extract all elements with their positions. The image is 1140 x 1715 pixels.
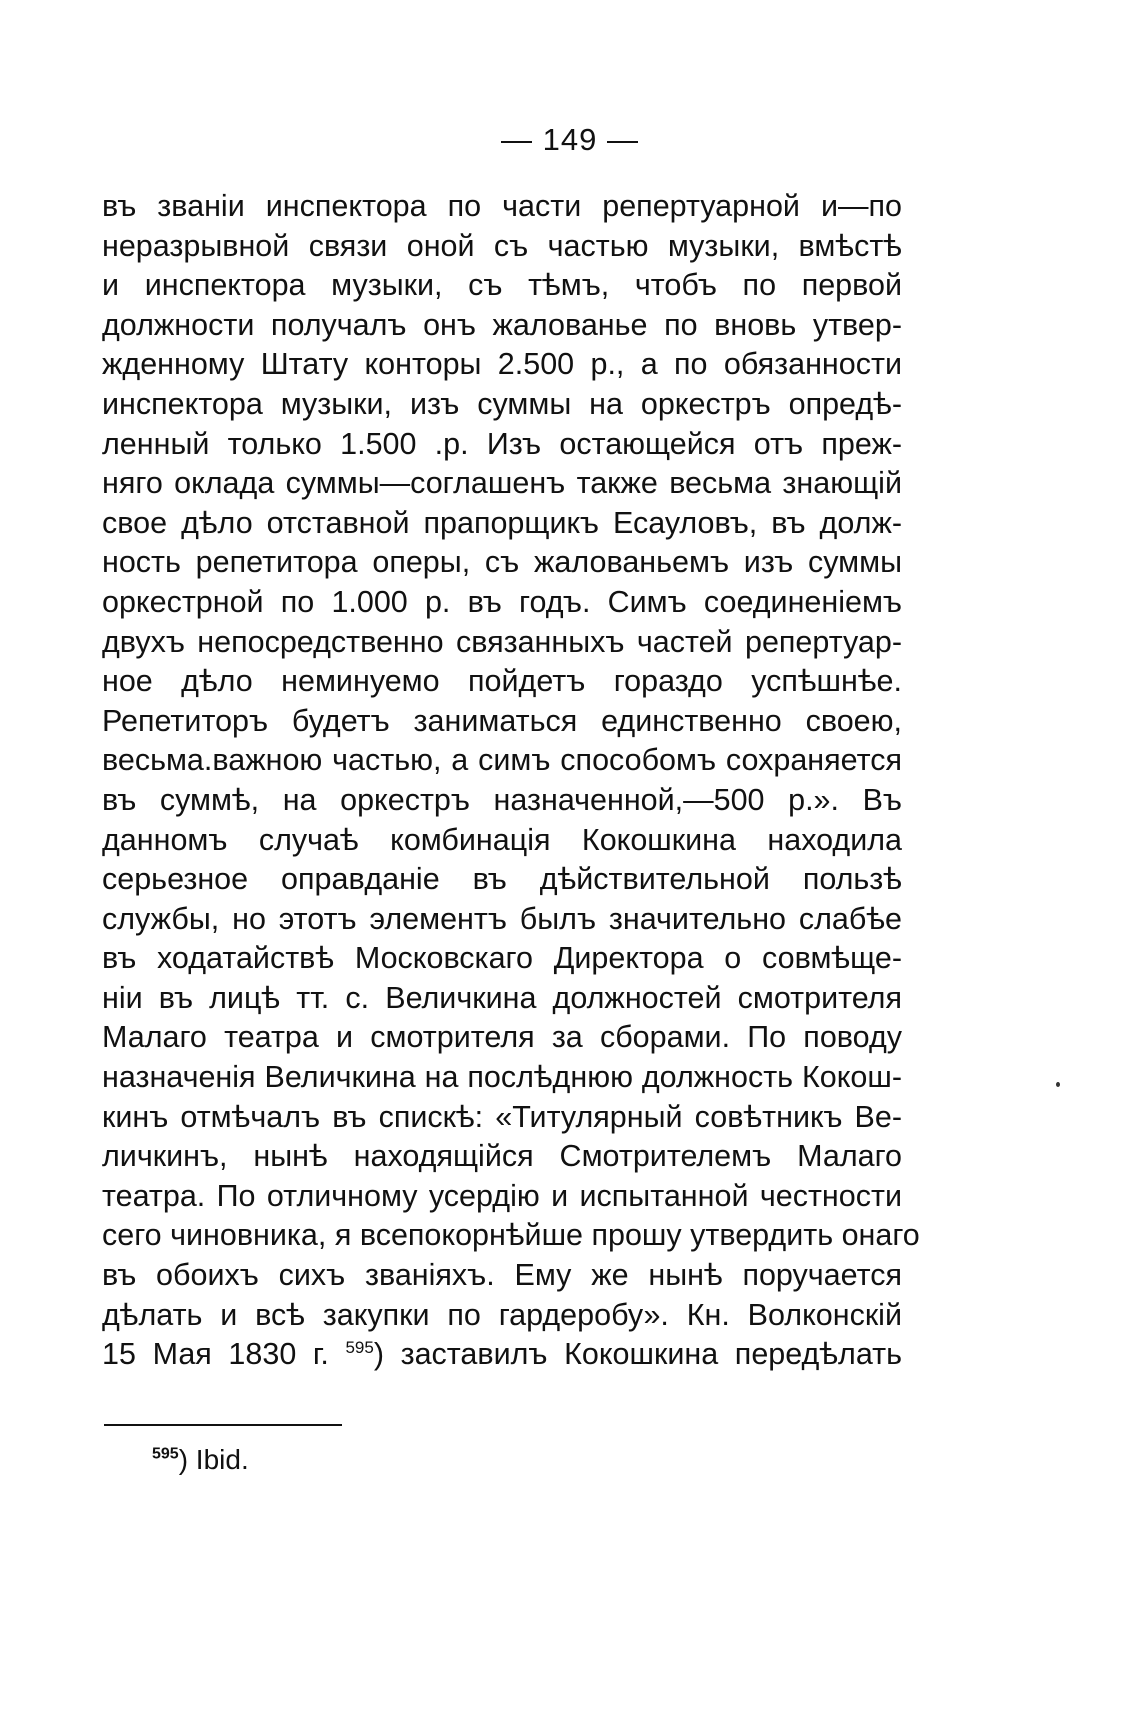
footnote-divider <box>104 1424 342 1426</box>
text-line-6: инспектора музыки, изъ суммы на оркестръ опредѣ- <box>102 386 902 421</box>
text-line-2: неразрывной связи оной съ частью музыки, вмѣстѣ <box>102 228 902 263</box>
text-line-9: свое дѣло отставной прапорщикъ Есауловъ, въ долж- <box>102 505 902 540</box>
footnote-reference[interactable]: 595 <box>345 1338 374 1358</box>
body-text <box>102 187 920 1375</box>
text-line-16: въ суммѣ, на оркестръ назначенной,—500 р.». Въ <box>102 782 902 817</box>
text-line-30-end: ) заставилъ Кокошкина передѣлать <box>373 1337 902 1372</box>
text-line-11: оркестрной по 1.000 р. въ годъ. Симъ соединеніемъ <box>102 584 902 619</box>
text-line-30-start: 15 Мая 1830 г. <box>102 1337 329 1372</box>
text-line-12: двухъ непосредственно связанныхъ частей репертуар- <box>102 624 902 659</box>
text-line-10: ность репетитора оперы, съ жалованьемъ изъ суммы <box>102 545 902 580</box>
text-line-5: жденному Штату конторы 2.500 р., а по обязанности <box>102 347 902 382</box>
text-line-8: няго оклада суммы—соглашенъ также весьма знающій <box>102 466 902 501</box>
text-line-19: службы, но этотъ элементъ былъ значительно слабѣе <box>102 901 902 936</box>
text-line-23: назначенія Величкина на послѣднюю должность Кокош- <box>102 1060 902 1095</box>
footnote-595 <box>152 1443 249 1477</box>
text-line-27: сего чиновника, я всепокорнѣйше прошу утвердить онаго <box>102 1218 920 1253</box>
footnote-text: ) Ibid. <box>178 1444 249 1475</box>
text-line-26: театра. По отличному усердію и испытанной честности <box>102 1178 902 1213</box>
text-line-22: Малаго театра и смотрителя за сборами. По поводу <box>102 1020 902 1055</box>
text-line-20: въ ходатайствѣ Московскаго Директора о совмѣще- <box>102 941 902 976</box>
text-line-29: дѣлать и всѣ закупки по гардеробу». Кн. Волконскій <box>102 1297 902 1332</box>
text-line-4: должности получалъ онъ жалованье по вновь утвер- <box>102 307 902 342</box>
text-line-14: Репетиторъ будетъ заниматься единственно своею, <box>102 703 902 738</box>
text-line-30 <box>102 1335 902 1375</box>
text-line-3: и инспектора музыки, съ тѣмъ, чтобъ по первой <box>102 268 902 303</box>
footnote-number: 595 <box>152 1445 179 1463</box>
text-line-28: въ обоихъ сихъ званіяхъ. Ему же нынѣ поручается <box>102 1258 902 1293</box>
text-line-1: въ званіи инспектора по части репертуарной и—по <box>102 189 902 223</box>
text-line-21: ніи въ лицѣ тт. с. Величкина должностей смотрителя <box>102 980 902 1015</box>
text-line-25: личкинъ, нынѣ находящійся Смотрителемъ Малаго <box>102 1139 902 1174</box>
text-line-24: кинъ отмѣчалъ въ спискѣ: «Титулярный совѣтникъ Ве- <box>102 1099 902 1134</box>
text-line-17: данномъ случаѣ комбинація Кокошкина находила <box>102 822 902 857</box>
text-line-15: весьма.важною частью, а симъ способомъ сохраняется <box>102 743 902 778</box>
text-line-7: ленный только 1.500 .р. Изъ остающейся отъ преж- <box>102 426 902 461</box>
page-number: — 149 — <box>501 122 639 157</box>
print-speck <box>1056 1082 1060 1087</box>
text-line-13: ное дѣло неминуемо пойдетъ гораздо успѣшнѣе. <box>102 664 902 699</box>
text-line-18: серьезное оправданіе въ дѣйствительной пользѣ <box>102 862 902 897</box>
